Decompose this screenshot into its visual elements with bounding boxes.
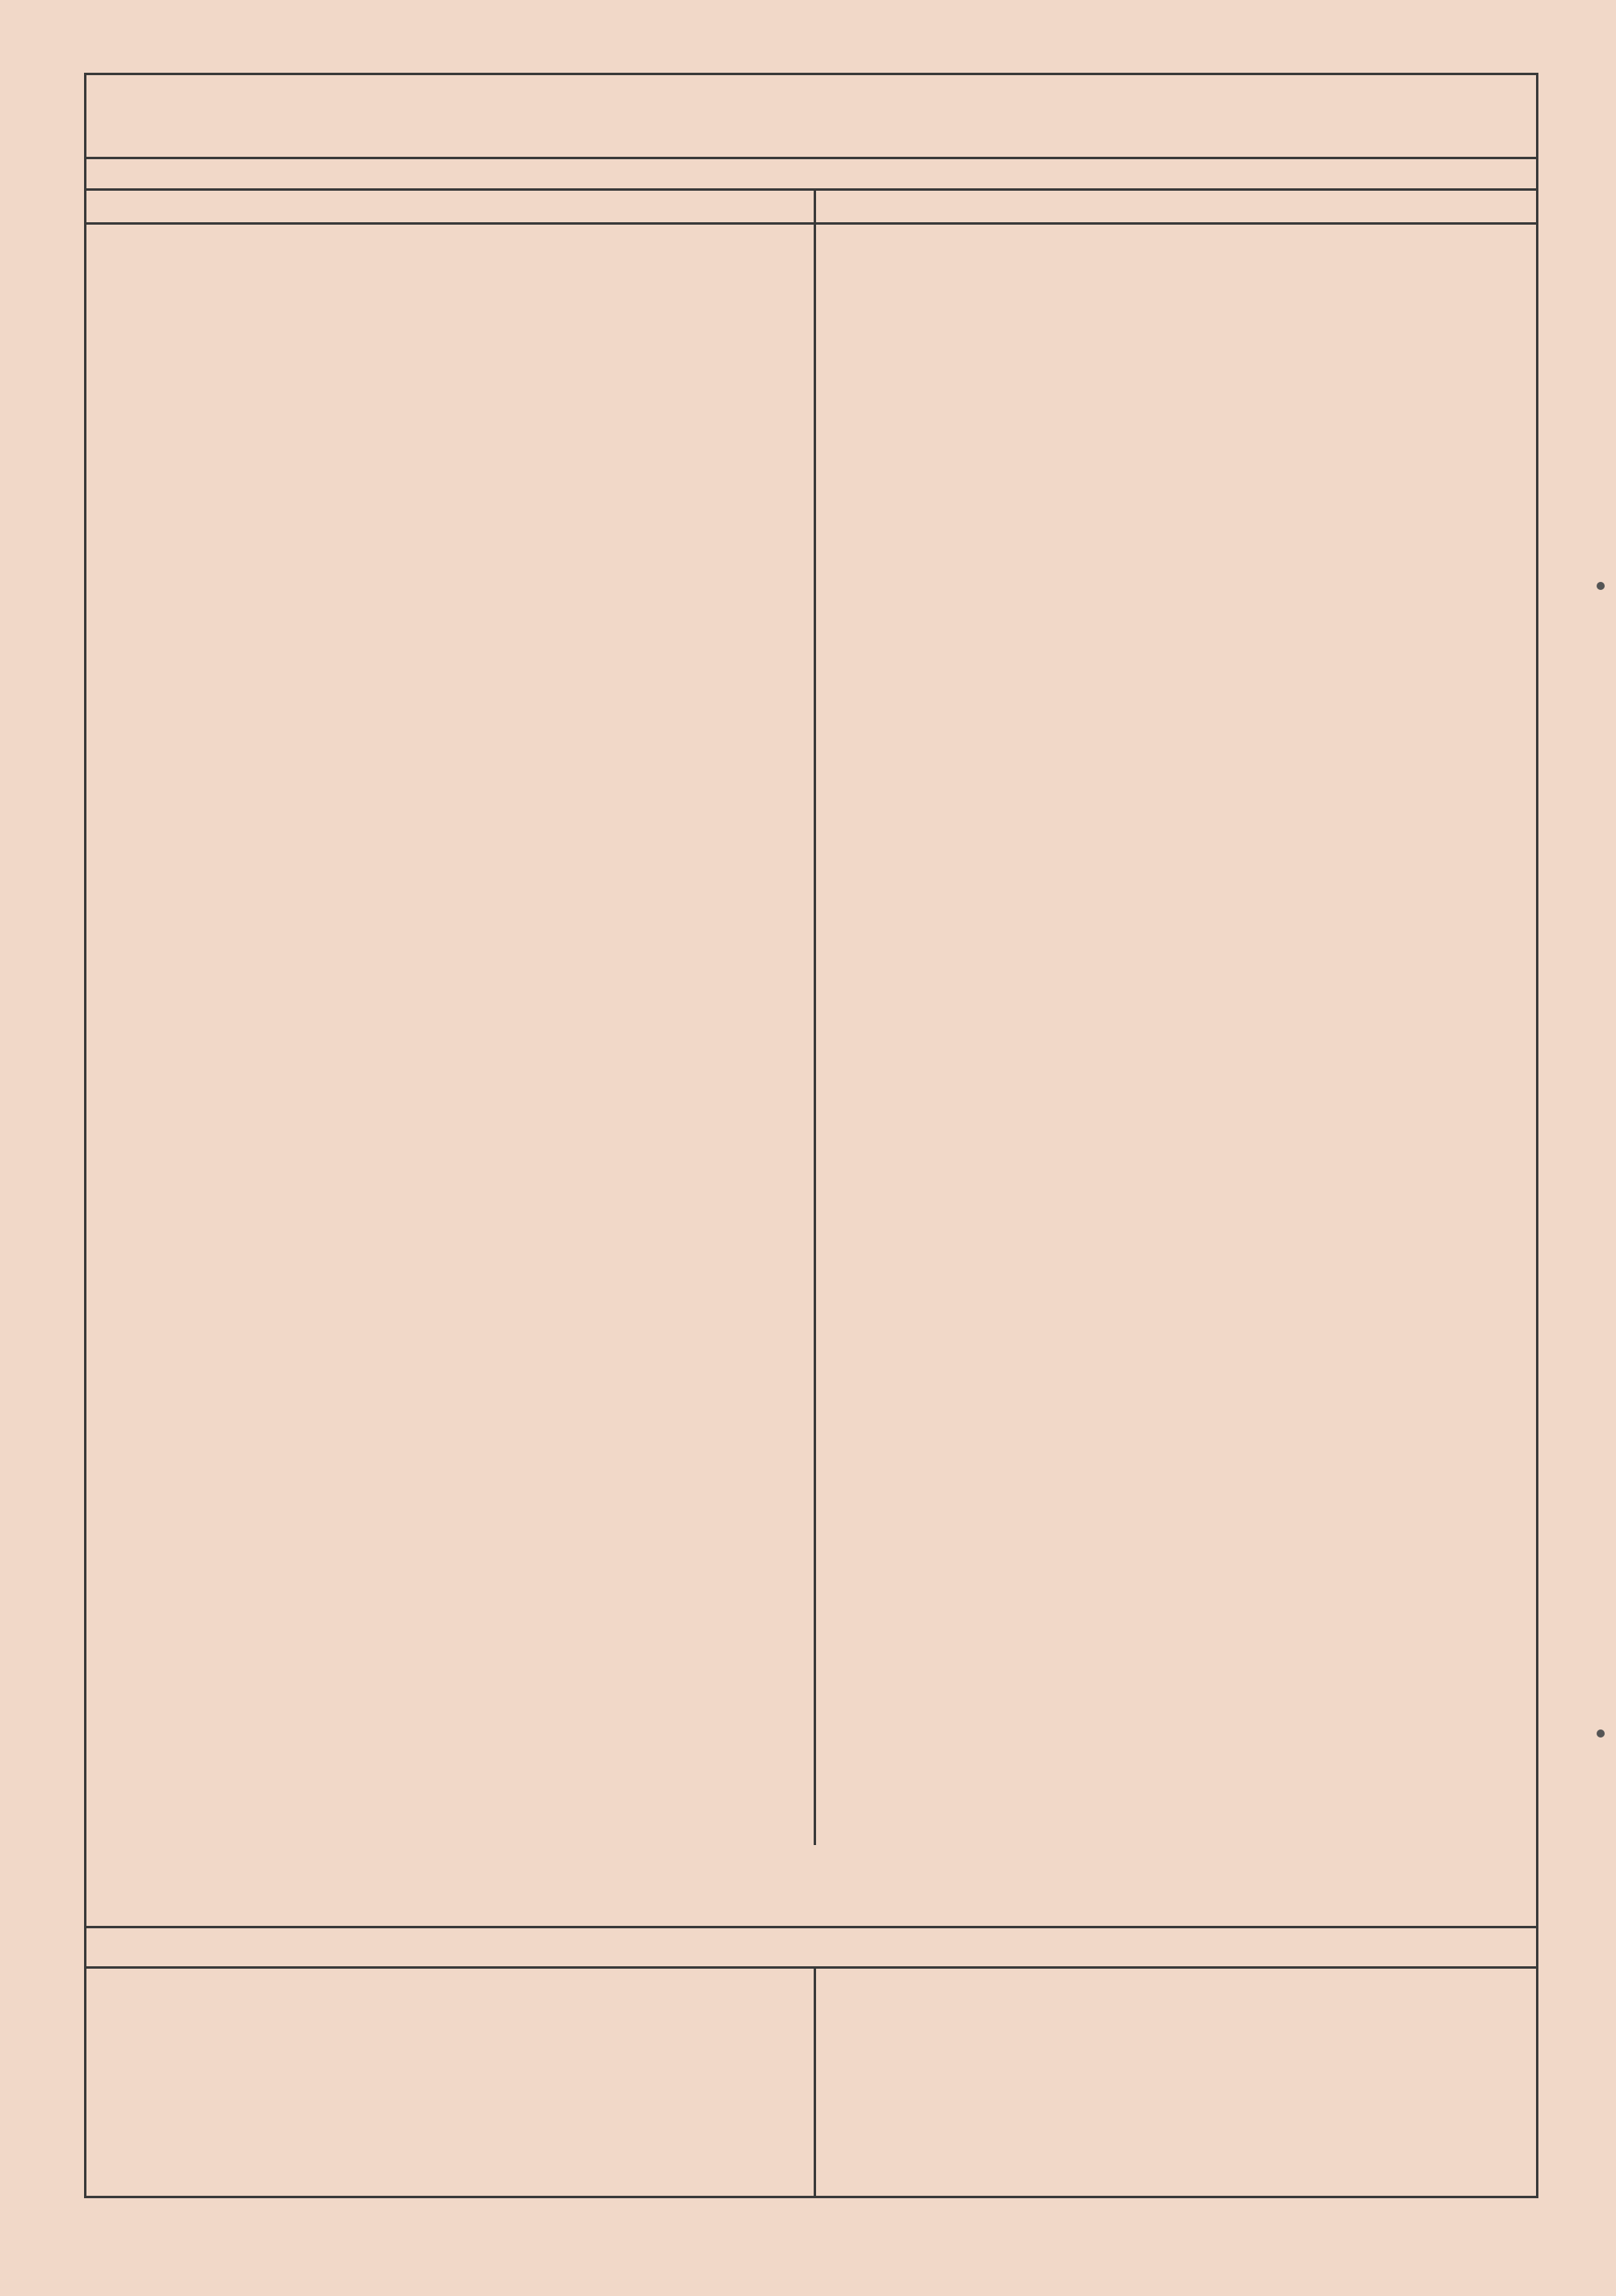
report-frame xyxy=(84,73,1538,2198)
divider xyxy=(86,1966,1536,1969)
divider xyxy=(86,1926,1536,1928)
column-header-right xyxy=(812,195,1535,219)
divider xyxy=(86,222,1536,225)
divider xyxy=(86,188,1536,191)
punch-hole xyxy=(1597,582,1605,590)
center-divider xyxy=(814,188,816,1845)
punch-hole xyxy=(1597,1729,1605,1738)
footer-center-divider xyxy=(814,1966,816,2198)
divider xyxy=(86,157,1536,159)
column-header-left xyxy=(86,195,810,219)
